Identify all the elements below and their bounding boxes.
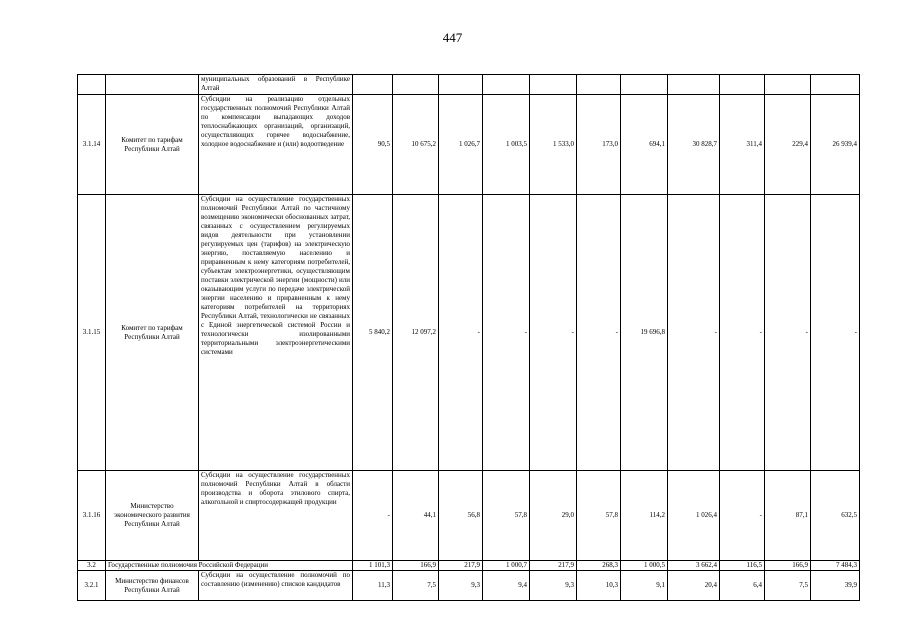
value-cell: 9,4 — [483, 571, 530, 601]
description-cell: муниципальных образований в Республике Алтай — [199, 75, 353, 95]
description-cell: Субсидии на осуществление государственных полномочий Республики Алтай в области производства и оборота этилового спирта, алкогольной и спиртосодержащей продукции — [199, 471, 353, 561]
table-row — [78, 571, 860, 601]
row-number: 3.2.1 — [78, 571, 106, 601]
value-cell: 26 939,4 — [811, 95, 860, 195]
value-cell: - — [530, 195, 577, 471]
value-cell: 3 662,4 — [668, 561, 720, 571]
value-cell — [765, 75, 811, 95]
value-cell: 1 101,3 — [353, 561, 393, 571]
row-number — [78, 75, 106, 95]
value-cell: 694,1 — [621, 95, 668, 195]
value-cell — [530, 75, 577, 95]
row-number: 3.1.15 — [78, 195, 106, 471]
row-number: 3.1.16 — [78, 471, 106, 561]
value-cell: 173,0 — [577, 95, 621, 195]
value-cell: 632,5 — [811, 471, 860, 561]
value-cell: 7 484,3 — [811, 561, 860, 571]
row-number: 3.1.14 — [78, 95, 106, 195]
value-cell: 1 026,7 — [439, 95, 483, 195]
value-cell: 268,3 — [577, 561, 621, 571]
value-cell: 29,0 — [530, 471, 577, 561]
row-number: 3.2 — [78, 561, 106, 571]
value-cell: 166,9 — [765, 561, 811, 571]
value-cell: 5 840,2 — [353, 195, 393, 471]
organization-cell: Министерство экономического развития Республики Алтай — [106, 471, 199, 561]
value-cell — [353, 75, 393, 95]
value-cell — [811, 75, 860, 95]
table-row — [78, 471, 860, 561]
value-cell: 56,8 — [439, 471, 483, 561]
value-cell: - — [720, 195, 765, 471]
value-cell: - — [765, 195, 811, 471]
value-cell — [483, 75, 530, 95]
description-cell: Субсидии на осуществление государственных полномочий Республики Алтай по частичному возмещению экономически обоснованных затрат, связанных с осуществлением регулируемых видов деятельности при установлении регулируемых цен (тарифов) на электрическую энергию, поставляемую населению и приравненным к нему категориям потребителей, субъектам электроэнергетики, осуществляющим поставки электрической энергии (мощности) или оказывающим услуги по передаче электрической энергии населению и приравненным к нему категориям потребителей на территориях Республики Алтай, технологически не связанных с Единой энергетической системой России и технологически изолированными территориальными электроэнергетическими системами — [199, 195, 353, 471]
table-row — [78, 561, 860, 571]
value-cell: 12 097,2 — [393, 195, 439, 471]
value-cell: 311,4 — [720, 95, 765, 195]
value-cell: 229,4 — [765, 95, 811, 195]
value-cell — [720, 75, 765, 95]
value-cell: 9,3 — [439, 571, 483, 601]
table-row — [78, 195, 860, 471]
value-cell: 217,9 — [439, 561, 483, 571]
organization-cell: Комитет по тарифам Республики Алтай — [106, 95, 199, 195]
value-cell: 11,3 — [353, 571, 393, 601]
section-title: Государственные полномочия Российской Федерации — [106, 561, 353, 571]
table-row — [78, 95, 860, 195]
value-cell: - — [353, 471, 393, 561]
value-cell: 57,8 — [577, 471, 621, 561]
value-cell: 7,5 — [765, 571, 811, 601]
value-cell: 1 533,0 — [530, 95, 577, 195]
organization-cell — [106, 75, 199, 95]
organization-cell: Комитет по тарифам Республики Алтай — [106, 195, 199, 471]
value-cell — [393, 75, 439, 95]
value-cell: - — [720, 471, 765, 561]
description-cell: Субсидии на осуществление полномочий по составлению (изменению) списков кандидатов — [199, 571, 353, 601]
description-cell: Субсидии на реализацию отдельных государственных полномочий Республики Алтай по компенсации выпадающих доходов теплоснабжающих организаций, организаций, осуществляющих горячее водоснабжение, холодное водоснабжение и (или) водоотведение — [199, 95, 353, 195]
value-cell: 9,1 — [621, 571, 668, 601]
organization-cell: Министерство финансов Республики Алтай — [106, 571, 199, 601]
value-cell: - — [577, 195, 621, 471]
value-cell: 7,5 — [393, 571, 439, 601]
budget-table — [77, 74, 860, 601]
value-cell: - — [668, 195, 720, 471]
value-cell: 1 000,5 — [621, 561, 668, 571]
value-cell: 6,4 — [720, 571, 765, 601]
value-cell: 90,5 — [353, 95, 393, 195]
value-cell: 19 696,8 — [621, 195, 668, 471]
value-cell: 217,9 — [530, 561, 577, 571]
value-cell: 10,3 — [577, 571, 621, 601]
value-cell: 10 675,2 — [393, 95, 439, 195]
value-cell: 166,9 — [393, 561, 439, 571]
value-cell: 57,8 — [483, 471, 530, 561]
value-cell — [439, 75, 483, 95]
page-number: 447 — [442, 30, 463, 45]
value-cell: 1 003,5 — [483, 95, 530, 195]
value-cell: 87,1 — [765, 471, 811, 561]
table-row — [78, 75, 860, 95]
value-cell: 1 000,7 — [483, 561, 530, 571]
value-cell: 114,2 — [621, 471, 668, 561]
value-cell: - — [483, 195, 530, 471]
value-cell: 9,3 — [530, 571, 577, 601]
value-cell: 44,1 — [393, 471, 439, 561]
value-cell — [577, 75, 621, 95]
value-cell — [668, 75, 720, 95]
value-cell: 39,9 — [811, 571, 860, 601]
value-cell: 116,5 — [720, 561, 765, 571]
value-cell: 30 828,7 — [668, 95, 720, 195]
value-cell: 1 026,4 — [668, 471, 720, 561]
value-cell: - — [811, 195, 860, 471]
value-cell: 20,4 — [668, 571, 720, 601]
value-cell: - — [439, 195, 483, 471]
value-cell — [621, 75, 668, 95]
